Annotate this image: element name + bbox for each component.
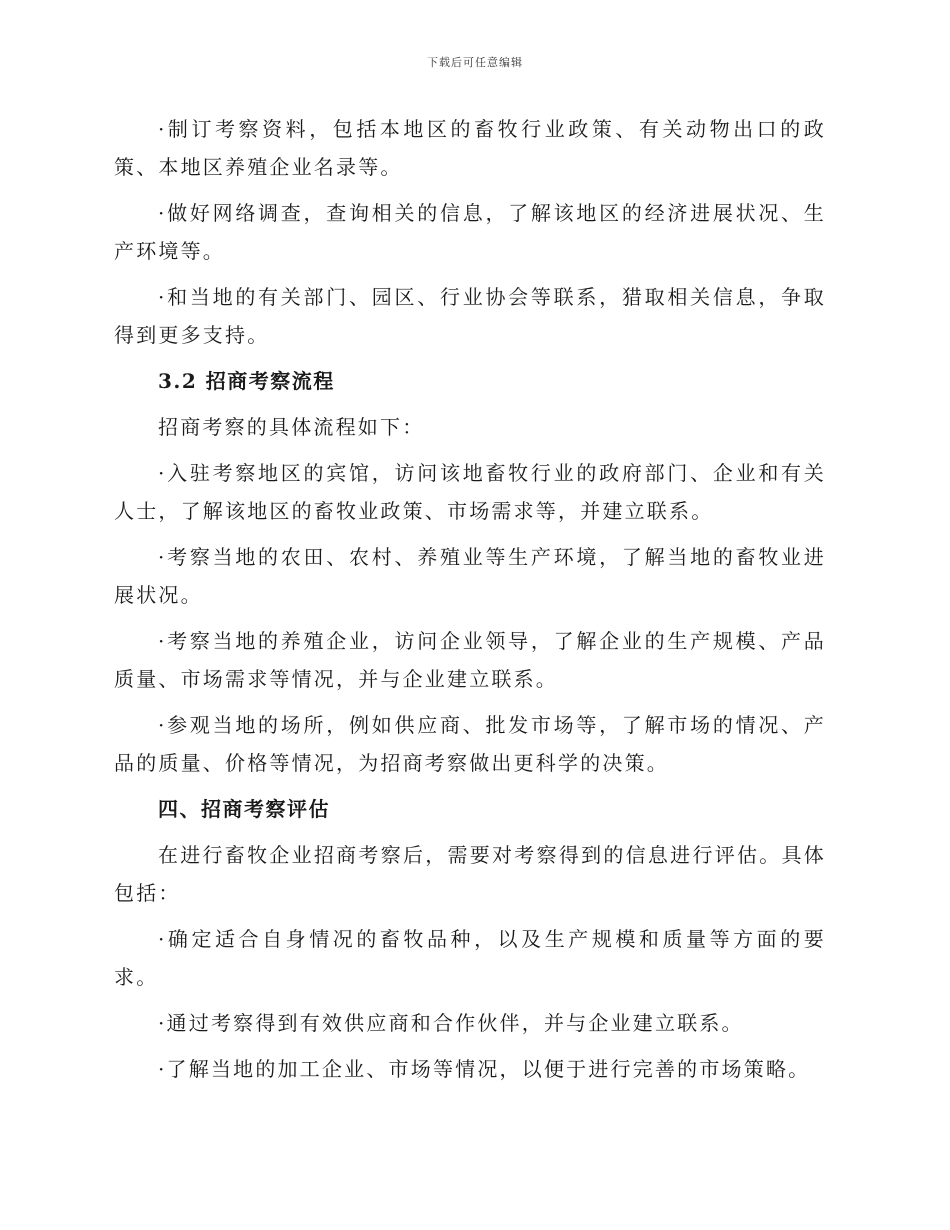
paragraph: 招商考察的具体流程如下： [158,415,425,439]
bullet-item: ·考察当地的农田、农村、养殖业等生产环境，了解当地的畜牧业进展状况。 [114,545,826,607]
bullet-item: ·考察当地的养殖企业，访问企业领导，了解企业的生产规模、产品质量、市场需求等情况，并与企业建立联系。 [114,629,826,691]
bullet-item: ·入驻考察地区的宾馆，访问该地畜牧行业的政府部门、企业和有关人士，了解该地区的畜牧业政策、市场需求等，并建立联系。 [114,461,826,523]
document-body [114,110,826,1096]
section-heading: 3.2 招商考察流程 [158,369,335,393]
page-header: 下载后可任意编辑 [427,56,523,69]
bullet-item: ·确定适合自身情况的畜牧品种，以及生产规模和质量等方面的要求。 [114,927,826,989]
bullet-item: ·了解当地的加工企业、市场等情况，以便于进行完善的市场策略。 [158,1057,811,1081]
bullet-item: ·通过考察得到有效供应商和合作伙伴，并与企业建立联系。 [158,1011,744,1035]
bullet-item: ·做好网络调查，查询相关的信息，了解该地区的经济进展状况、生产环境等。 [114,201,826,263]
bullet-item: ·和当地的有关部门、园区、行业协会等联系，猎取相关信息，争取得到更多支持。 [114,285,826,347]
section-heading: 四、招商考察评估 [158,797,330,821]
bullet-item: ·制订考察资料，包括本地区的畜牧行业政策、有关动物出口的政策、本地区养殖企业名录等。 [114,117,826,179]
paragraph: 在进行畜牧企业招商考察后，需要对考察得到的信息进行评估。具体包括： [114,843,826,905]
bullet-item: ·参观当地的场所，例如供应商、批发市场等，了解市场的情况、产品的质量、价格等情况，为招商考察做出更科学的决策。 [114,713,826,775]
